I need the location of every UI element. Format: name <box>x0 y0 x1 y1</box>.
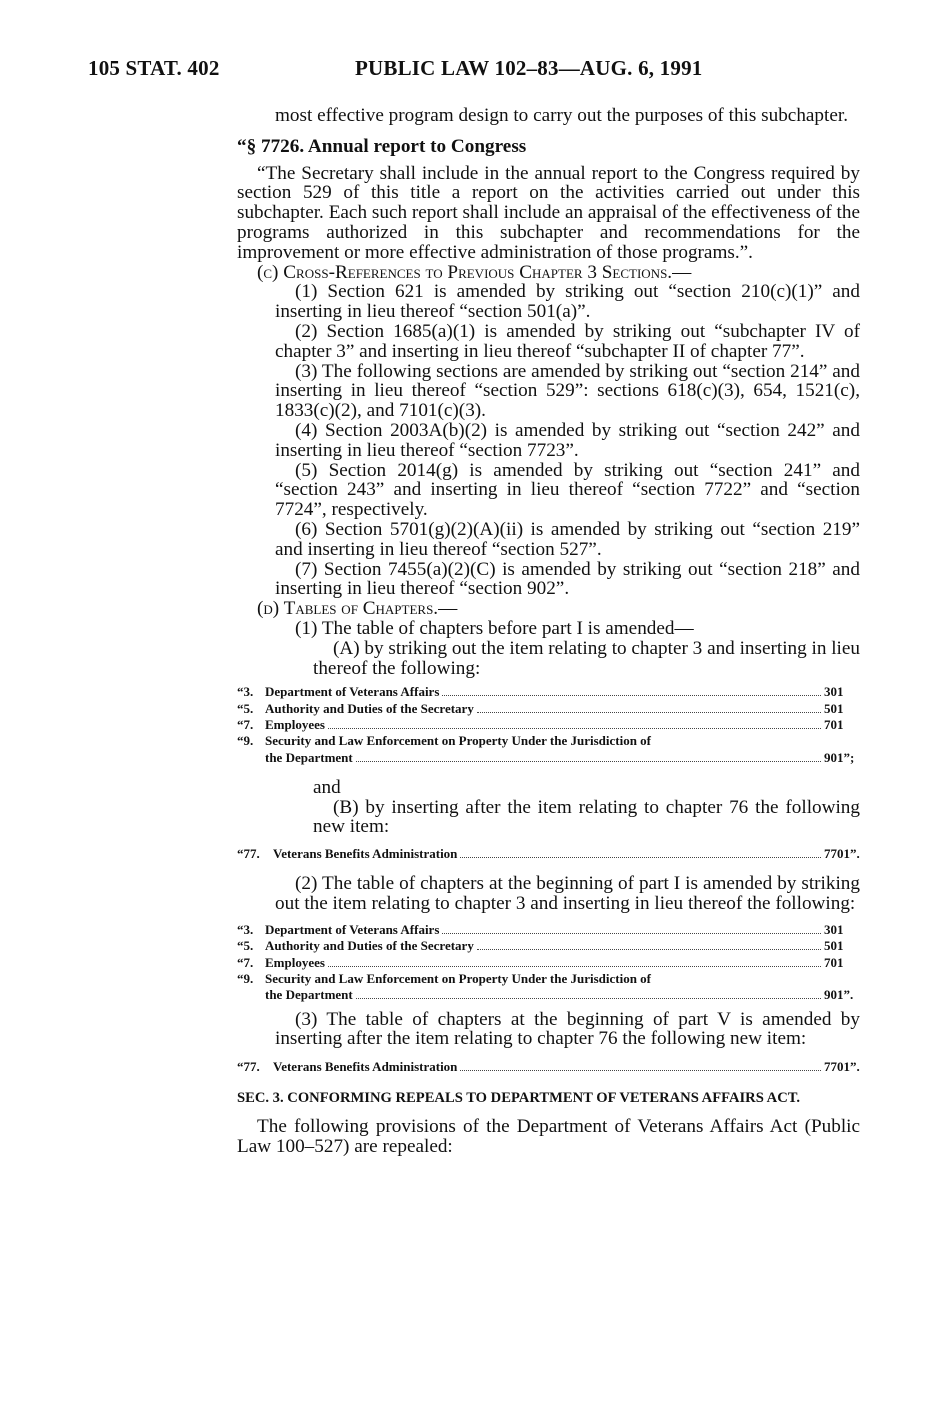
paragraph: (1) Section 621 is amended by striking out “section 210(c)(1)” and inserting in lieu thereof “section 501(a)”. <box>275 281 860 323</box>
paragraph: (4) Section 2003A(b)(2) is amended by striking out “section 242” and inserting in lieu thereof “section 7723”. <box>275 419 860 461</box>
toc-row: “9. Security and Law Enforcement on Property Under the Jurisdiction of <box>237 970 652 986</box>
paragraph: (7) Section 7455(a)(2)(C) is amended by striking out “section 218” and inserting in lieu thereof “section 902”. <box>275 558 860 600</box>
paragraph: (2) Section 1685(a)(1) is amended by striking out “subchapter IV of chapter 3” and inserting in lieu thereof “subchapter II of chapter 77”. <box>275 320 860 362</box>
section-heading: SEC. 3. CONFORMING REPEALS TO DEPARTMENT OF VETERANS AFFAIRS ACT. <box>237 1090 801 1107</box>
paragraph: (6) Section 5701(g)(2)(A)(ii) is amended by striking out “section 219” and inserting in lieu thereof “section 527”. <box>275 518 860 560</box>
table-of-chapters <box>237 846 860 862</box>
paragraph: “The Secretary shall include in the annual report to the Congress required by section 529 of this title a report on the activities carried out under this subchapter. Each such report shall include an appraisal of the effectiveness of the programs authorized in this subchapter and recommendations for the improvement or more effective administration of those programs.”. <box>237 162 860 263</box>
toc-row: “9. Security and Law Enforcement on Property Under the Jurisdiction of <box>237 733 652 749</box>
paragraph: The following provisions of the Department of Veterans Affairs Act (Public Law 100–527) are repealed: <box>237 1116 860 1158</box>
toc-row: “77. Veterans Benefits Administration 7701”. <box>237 846 860 862</box>
toc-row-continued: the Department 901”. <box>265 987 854 1003</box>
table-of-chapters <box>237 922 860 1003</box>
paragraph: and <box>313 776 341 798</box>
subsection-label: (c) Cross-References to Previous Chapter 3 Sections.— <box>257 261 692 283</box>
toc-row: “7. Employees 701 <box>237 716 844 732</box>
section-heading: “§ 7726. Annual report to Congress <box>237 135 527 157</box>
toc-row-continued: the Department 901”; <box>265 749 855 765</box>
paragraph: (A) by striking out the item relating to chapter 3 and inserting in lieu thereof the following: <box>313 637 861 679</box>
paragraph: (2) The table of chapters at the beginning of part I is amended by striking out the item relating to chapter 3 and inserting in lieu thereof the following: <box>275 873 860 915</box>
paragraph: (3) The table of chapters at the beginning of part V is amended by inserting after the item relating to chapter 76 the following new item: <box>275 1008 860 1050</box>
subsection-label: (d) Tables of Chapters.— <box>257 598 458 620</box>
paragraph: (B) by inserting after the item relating to chapter 76 the following new item: <box>313 796 860 838</box>
running-header: PUBLIC LAW 102–83—AUG. 6, 1991 <box>355 56 703 80</box>
toc-row: “5. Authority and Duties of the Secretary 501 <box>237 700 844 716</box>
paragraph: (3) The following sections are amended by striking out “section 214” and inserting in lieu thereof “section 529”: sections 618(c)(3), 654, 1521(c), 1833(c)(2), and 7101(c)(3). <box>275 360 860 422</box>
toc-row: “7. Employees 701 <box>237 954 844 970</box>
table-of-chapters <box>237 684 860 765</box>
toc-row: “3. Department of Veterans Affairs 301 <box>237 684 844 700</box>
toc-row: “5. Authority and Duties of the Secretary 501 <box>237 938 844 954</box>
toc-row: “77. Veterans Benefits Administration 7701”. <box>237 1059 860 1075</box>
table-of-chapters <box>237 1059 860 1075</box>
paragraph: (1) The table of chapters before part I is amended— <box>295 617 694 639</box>
paragraph: most effective program design to carry out the purposes of this subchapter. <box>275 105 848 126</box>
text-column <box>237 106 860 1157</box>
toc-row: “3. Department of Veterans Affairs 301 <box>237 922 844 938</box>
stat-page-number: 105 STAT. 402 <box>88 56 220 80</box>
paragraph: (5) Section 2014(g) is amended by striking out “section 241” and “section 243” and inserting in lieu thereof “section 7722” and “section 7724”, respectively. <box>275 459 860 521</box>
